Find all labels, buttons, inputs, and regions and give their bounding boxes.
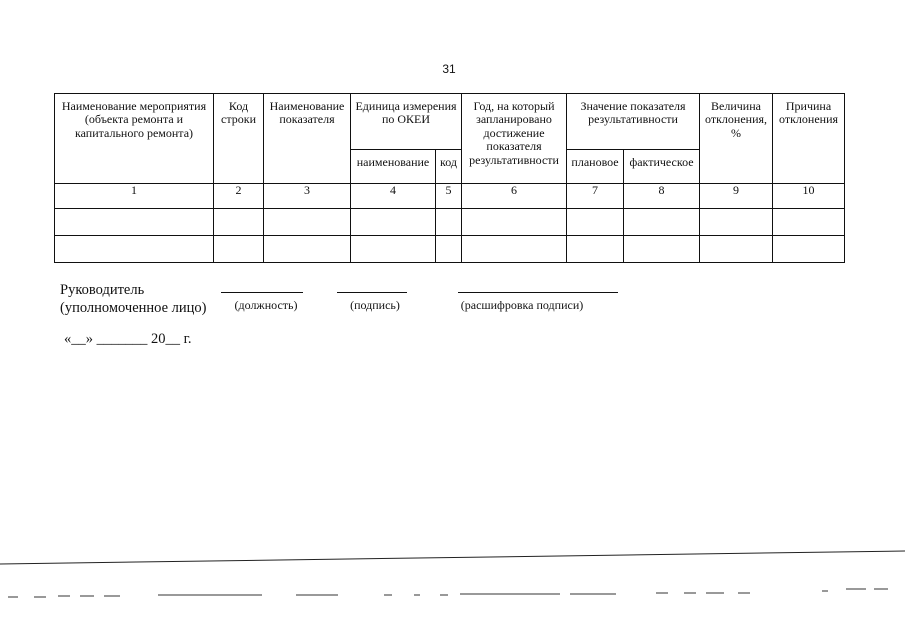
table-cell <box>462 209 567 236</box>
table-cell <box>773 236 845 263</box>
table-cell <box>351 209 436 236</box>
table-cell <box>700 236 773 263</box>
table-cell <box>351 236 436 263</box>
column-number: 3 <box>264 184 351 209</box>
column-number: 1 <box>55 184 214 209</box>
header-indicator-name: Наименование показателя <box>264 94 351 184</box>
table-cell <box>462 236 567 263</box>
table-cell <box>264 236 351 263</box>
header-unit-code: код <box>436 150 462 184</box>
header-deviation-size: Величина отклонения, % <box>700 94 773 184</box>
column-number: 6 <box>462 184 567 209</box>
column-number-row <box>55 184 845 209</box>
table-row <box>55 236 845 263</box>
table-cell <box>55 236 214 263</box>
table-row <box>55 209 845 236</box>
column-number: 5 <box>436 184 462 209</box>
authorized-label: (уполномоченное лицо) <box>60 300 207 316</box>
position-caption: (должность) <box>234 298 298 312</box>
table-cell <box>624 236 700 263</box>
signature-labels <box>60 281 207 317</box>
header-planned: плановое <box>567 150 624 184</box>
header-event-name: Наименование мероприятия (объекта ремонта и капитального ремонта) <box>55 94 214 184</box>
column-number: 2 <box>214 184 264 209</box>
column-number: 7 <box>567 184 624 209</box>
date-line: «__» _______ 20__ г. <box>64 331 192 347</box>
table-cell <box>214 209 264 236</box>
table-cell <box>436 236 462 263</box>
table-cell <box>214 236 264 263</box>
header-indicator-value: Значение показателя результативности <box>567 94 700 150</box>
position-line <box>221 292 303 293</box>
header-actual: фактическое <box>624 150 700 184</box>
table-cell <box>436 209 462 236</box>
column-number: 10 <box>773 184 845 209</box>
table-header-row <box>55 94 845 150</box>
table-cell <box>567 236 624 263</box>
header-unit-name: наименование <box>351 150 436 184</box>
table-cell <box>700 209 773 236</box>
table-cell <box>773 209 845 236</box>
head-label: Руководитель <box>60 282 145 298</box>
transcript-line <box>458 292 618 293</box>
column-number: 4 <box>351 184 436 209</box>
header-unit-okei: Единица измерения по ОКЕИ <box>351 94 462 150</box>
header-row-code: Код строки <box>214 94 264 184</box>
scan-edge-lines <box>0 549 905 609</box>
table-cell <box>55 209 214 236</box>
signature-caption: (подпись) <box>350 298 400 312</box>
column-number: 8 <box>624 184 700 209</box>
table-cell <box>567 209 624 236</box>
header-target-year: Год, на который запланировано достижение показателя результативности <box>462 94 567 184</box>
signature-line <box>337 292 407 293</box>
transcript-caption: (расшифровка подписи) <box>460 298 584 312</box>
table-cell <box>264 209 351 236</box>
table-cell <box>624 209 700 236</box>
column-number: 9 <box>700 184 773 209</box>
page-number: 31 <box>442 62 456 76</box>
header-deviation-reason: Причина отклонения <box>773 94 845 184</box>
results-table <box>54 93 845 263</box>
